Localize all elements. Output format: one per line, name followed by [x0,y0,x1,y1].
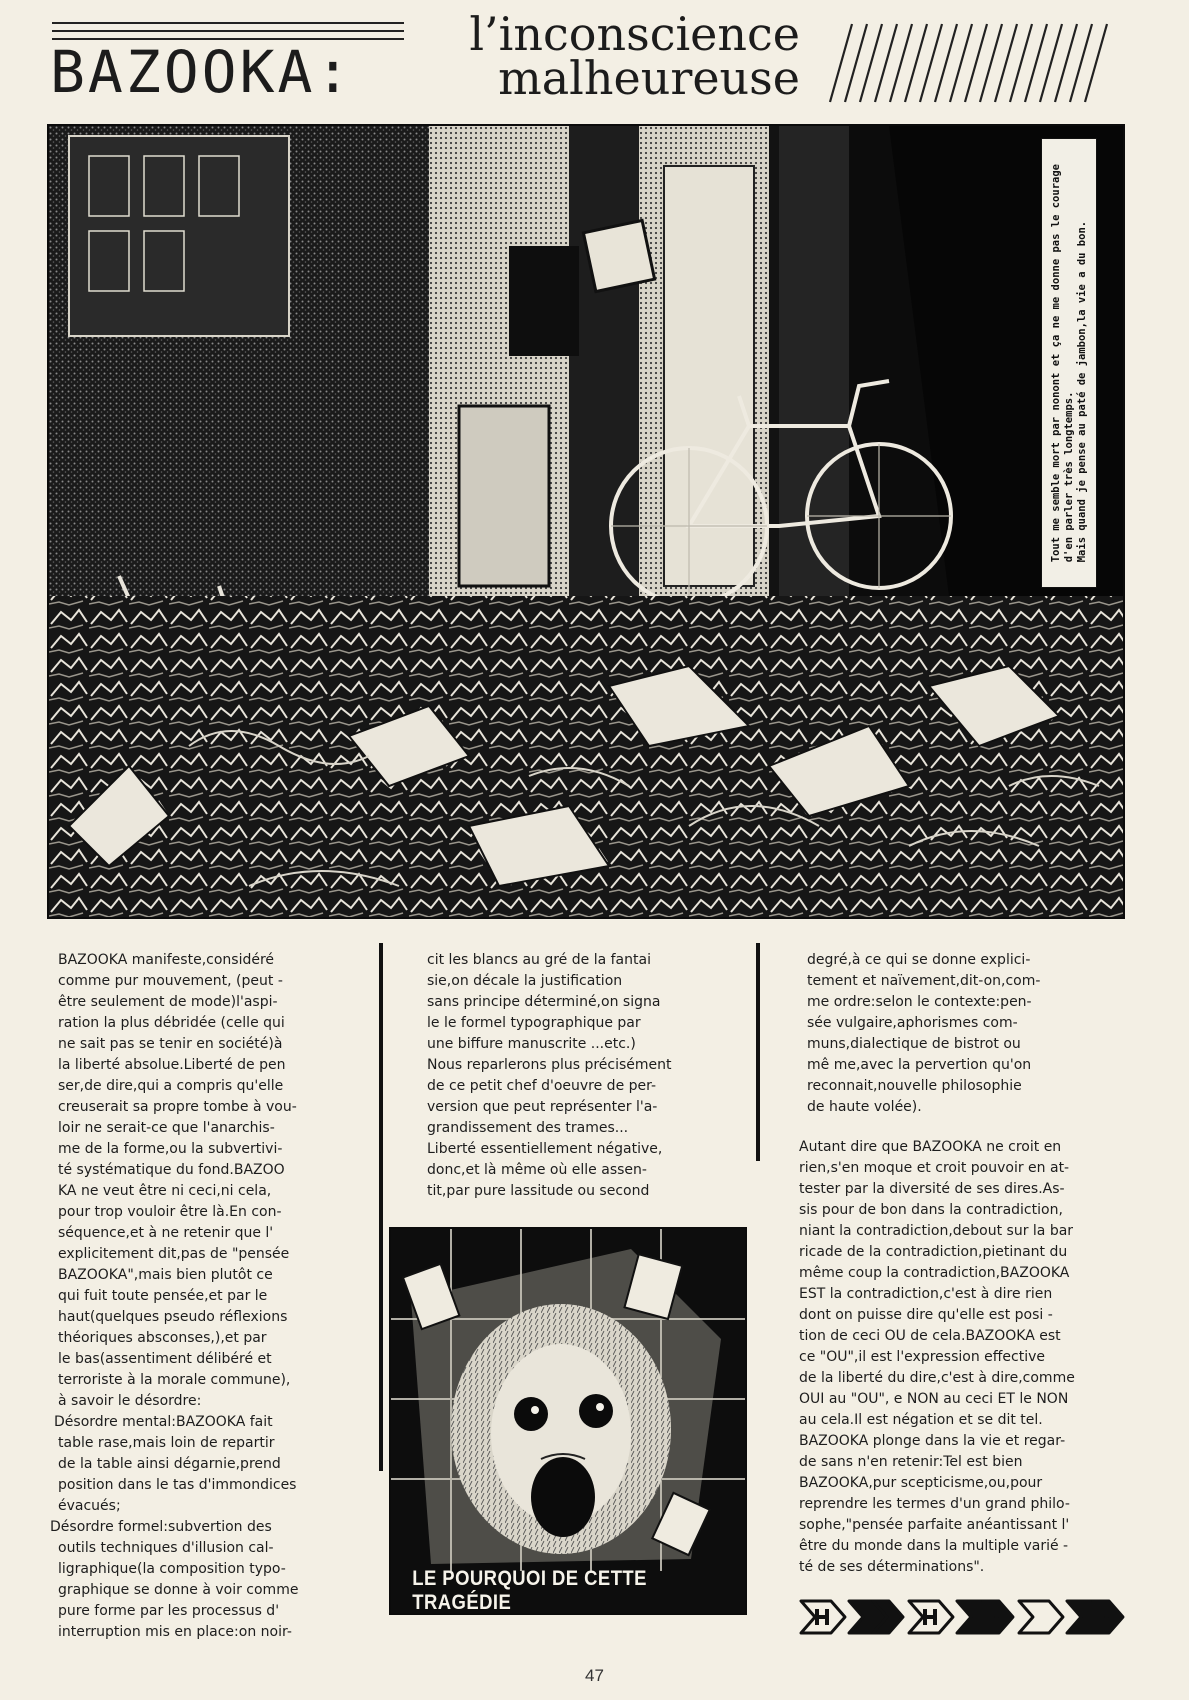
text-line: sis pour de bon dans la contradiction, [799,1202,1063,1218]
text-line: explicitement dit,pas de "pensée [58,1246,290,1262]
text-line: de haute volée). [807,1099,922,1115]
diagonal-hatch-decoration [822,22,1122,104]
text-line: qui fuit toute pensée,et par le [58,1288,268,1304]
text-line: Liberté essentiellement négative, [427,1141,663,1157]
text-line: de la table ainsi dégarnie,prend [58,1456,281,1472]
text-line: comme pur mouvement, (peut - [58,973,283,989]
text-line: cit les blancs au gré de la fantai [427,952,651,968]
text-line: être du monde dans la multiple varié - [799,1538,1069,1554]
text-line: ricade de la contradiction,pietinant du [799,1244,1068,1260]
photo-caption-line-3: Mais quand je pense au paté de jambon,la vie a du bon. [1075,220,1088,563]
arrow-ornament [797,1597,1147,1637]
text-line: interruption mis en place:on noir- [58,1624,292,1640]
text-line: KA ne veut être ni ceci,ni cela, [58,1183,272,1199]
text-line: reprendre les termes d'un grand philo- [799,1496,1070,1512]
text-line: évacués; [58,1498,121,1514]
column-divider-right [756,943,760,1161]
text-line: Nous reparlerons plus précisément [427,1057,672,1073]
text-line: niant la contradiction,debout sur la bar [799,1223,1074,1239]
text-line: degré,à ce qui se donne explici- [807,952,1031,968]
article-column-1 [50,950,380,1643]
text-line: sophe,"pensée parfaite anéantissant l' [799,1517,1070,1533]
text-line: ligraphique(la composition typo- [58,1561,286,1577]
text-line: outils techniques d'illusion cal- [58,1540,274,1556]
monkey-illustration [389,1227,747,1615]
text-line: position dans le tas d'immondices [58,1477,297,1493]
text-line: ne sait pas se tenir en société)à [58,1036,283,1052]
text-line: pour trop vouloir être là.En con- [58,1204,282,1220]
photo-caption-strip [1041,138,1097,588]
text-line: BAZOOKA plonge dans la vie et regar- [799,1433,1066,1449]
text-line: tit,par pure lassitude ou second [427,1183,650,1199]
text-line: table rase,mais loin de repartir [58,1435,275,1451]
photo-caption-line-1: Tout me semble mort par nonont et ça ne me donne pas le courage [1049,163,1062,563]
text-line: grandissement des trames... [427,1120,629,1136]
text-line: ce "OU",il est l'expression effective [799,1349,1045,1365]
text-line: sie,on décale la justification [427,973,623,989]
text-line: de sans n'en retenir:Tel est bien [799,1454,1023,1470]
text-line: même coup la contradiction,BAZOOKA [799,1265,1070,1281]
article-column-3 [799,950,1159,1578]
text-line: graphique se donne à voir comme [58,1582,299,1598]
street-scene-photo [47,124,1125,919]
text-line: le le formel typographique par [427,1015,641,1031]
text-line: BAZOOKA",mais bien plutôt ce [58,1267,273,1283]
text-line: OUI au "OU", e NON au ceci ET le NON [799,1391,1069,1407]
photo-caption-line-2: d'en parler très longtemps. [1062,391,1075,563]
text-line: mê me,avec la pervertion qu'on [807,1057,1032,1073]
text-line: version que peut représenter l'a- [427,1099,658,1115]
text-line: té systématique du fond.BAZOO [58,1162,285,1178]
text-line: rien,s'en moque et croit pouvoir en at- [799,1160,1070,1176]
illustration-caption: LE POURQUOI DE CETTE TRAGÉDIE [412,1567,647,1614]
text-line: séquence,et à ne retenir que l' [58,1225,274,1241]
text-line: ser,de dire,qui a compris qu'elle [58,1078,284,1094]
text-line: théoriques absconses,),et par [58,1330,267,1346]
text-line: à savoir le désordre: [58,1393,202,1409]
text-line: reconnait,nouvelle philosophie [807,1078,1022,1094]
text-line: Désordre mental:BAZOOKA fait [54,1414,273,1430]
text-line: sans principe déterminé,on signa [427,994,661,1010]
text-line: être seulement de mode)l'aspi- [58,994,278,1010]
text-line: BAZOOKA,pur scepticisme,ou,pour [799,1475,1043,1491]
text-line: haut(quelques pseudo réflexions [58,1309,288,1325]
subtitle-line-1: l’inconscience [469,7,800,61]
text-line: tement et naïvement,dit-on,com- [807,973,1041,989]
page-title: BAZOOKA: [50,38,354,106]
text-line: Désordre formel:subvertion des [50,1519,272,1535]
text-line: de la liberté du dire,c'est à dire,comme [799,1370,1075,1386]
text-line: donc,et là même où elle assen- [427,1162,647,1178]
text-line: loir ne serait-ce que l'anarchis- [58,1120,275,1136]
text-line: me ordre:selon le contexte:pen- [807,994,1032,1010]
text-line: Autant dire que BAZOOKA ne croit en [799,1139,1062,1155]
text-line: dont on puisse dire qu'elle est posi - [799,1307,1053,1323]
text-line: me de la forme,ou la subvertivi- [58,1141,283,1157]
article-column-2 [427,950,747,1202]
text-line: pure forme par les processus d' [58,1603,280,1619]
text-line: muns,dialectique de bistrot ou [807,1036,1021,1052]
text-line: tester par la diversité de ses dires.As- [799,1181,1065,1197]
text-line: EST la contradiction,c'est à dire rien [799,1286,1053,1302]
text-line: té de ses déterminations". [799,1559,985,1575]
text-line: creuserait sa propre tombe à vou- [58,1099,297,1115]
text-line: de ce petit chef d'oeuvre de per- [427,1078,657,1094]
text-line: une biffure manuscrite ...etc.) [427,1036,636,1052]
text-line: sée vulgaire,aphorismes com- [807,1015,1018,1031]
text-line: tion de ceci OU de cela.BAZOOKA est [799,1328,1061,1344]
text-line: la liberté absolue.Liberté de pen [58,1057,286,1073]
subtitle-line-2: malheureuse [498,51,800,105]
text-line: BAZOOKA manifeste,considéré [58,952,275,968]
text-line: terroriste à la morale commune), [58,1372,291,1388]
text-line: le bas(assentiment délibéré et [58,1351,272,1367]
text-line: ration la plus débridée (celle qui [58,1015,285,1031]
page-number: 47 [585,1666,604,1685]
text-line: au cela.Il est négation et se dit tel. [799,1412,1043,1428]
page-subtitle [420,7,800,105]
